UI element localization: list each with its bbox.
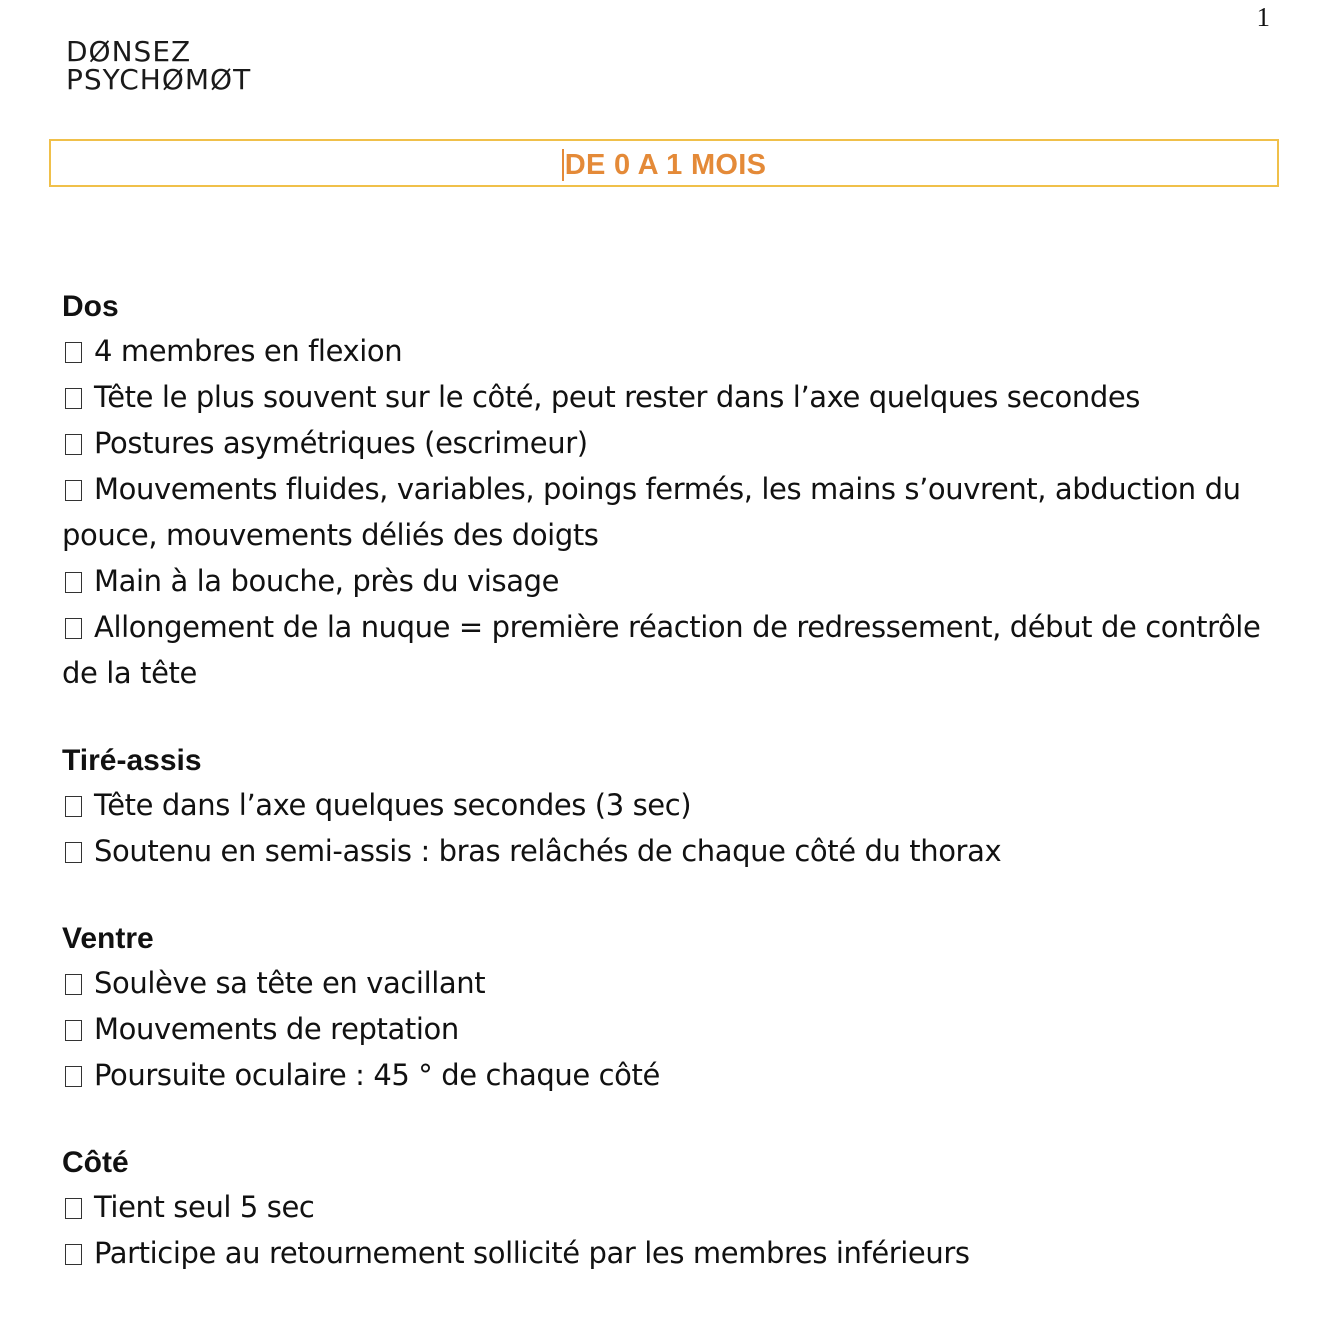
section-heading: Ventre [62,922,154,955]
list-item-text: Tête le plus souvent sur le côté, peut rester dans l’axe quelques secondes [94,380,1140,414]
list-item [62,604,1262,696]
list-item [62,1006,1262,1052]
page-number: 1 [1256,2,1270,32]
list-item [62,1184,1262,1230]
logo-line-1: DØNSEZ [66,35,192,68]
list-item [62,828,1262,874]
checkbox-icon[interactable] [65,388,82,409]
checkbox-icon[interactable] [65,974,82,995]
section-heading: Dos [62,290,119,323]
checkbox-icon[interactable] [65,1244,82,1265]
list-item [62,420,1262,466]
section-heading: Tiré-assis [62,744,202,777]
logo [64,36,294,102]
list-item-text: Postures asymétriques (escrimeur) [94,426,588,460]
list-item-text: Allongement de la nuque = première réaction de redressement, début de contrôle de la tête [62,610,1261,690]
list-item-text: Main à la bouche, près du visage [94,564,560,598]
checkbox-icon[interactable] [65,342,82,363]
list-item-text: Poursuite oculaire : 45 ° de chaque côté [94,1058,660,1092]
title-box[interactable] [49,139,1279,187]
checkbox-icon[interactable] [65,572,82,593]
list-item [62,782,1262,828]
checkbox-icon[interactable] [65,1198,82,1219]
checkbox-icon[interactable] [65,842,82,863]
list-item-text: Soutenu en semi-assis : bras relâchés de chaque côté du thorax [94,834,1002,868]
section-cote [62,1142,1262,1276]
section-dos [62,286,1262,696]
checkbox-icon[interactable] [65,480,82,501]
list-item-text: Mouvements fluides, variables, poings fermés, les mains s’ouvrent, abduction du pouce, mouvements déliés des doigts [62,472,1241,552]
logo-line-2: PSYCHØMØT [66,63,252,96]
list-item-text: Tient seul 5 sec [94,1190,315,1224]
list-item [62,374,1262,420]
section-tire-assis [62,740,1262,874]
checkbox-icon[interactable] [65,1066,82,1087]
checkbox-icon[interactable] [65,618,82,639]
list-item [62,466,1262,558]
section-ventre [62,918,1262,1098]
checkbox-icon[interactable] [65,434,82,455]
list-item-text: Mouvements de reptation [94,1012,459,1046]
list-item [62,960,1262,1006]
list-item [62,558,1262,604]
checkbox-icon[interactable] [65,1020,82,1041]
section-heading: Côté [62,1146,129,1179]
page-title[interactable]: DE 0 A 1 MOIS [562,149,767,181]
list-item [62,328,1262,374]
document-body [62,286,1262,1320]
list-item-text: Participe au retournement sollicité par les membres inférieurs [94,1236,970,1270]
list-item [62,1052,1262,1098]
list-item-text: Soulève sa tête en vacillant [94,966,486,1000]
checkbox-icon[interactable] [65,796,82,817]
list-item [62,1230,1262,1276]
list-item-text: 4 membres en flexion [94,334,403,368]
list-item-text: Tête dans l’axe quelques secondes (3 sec) [94,788,692,822]
